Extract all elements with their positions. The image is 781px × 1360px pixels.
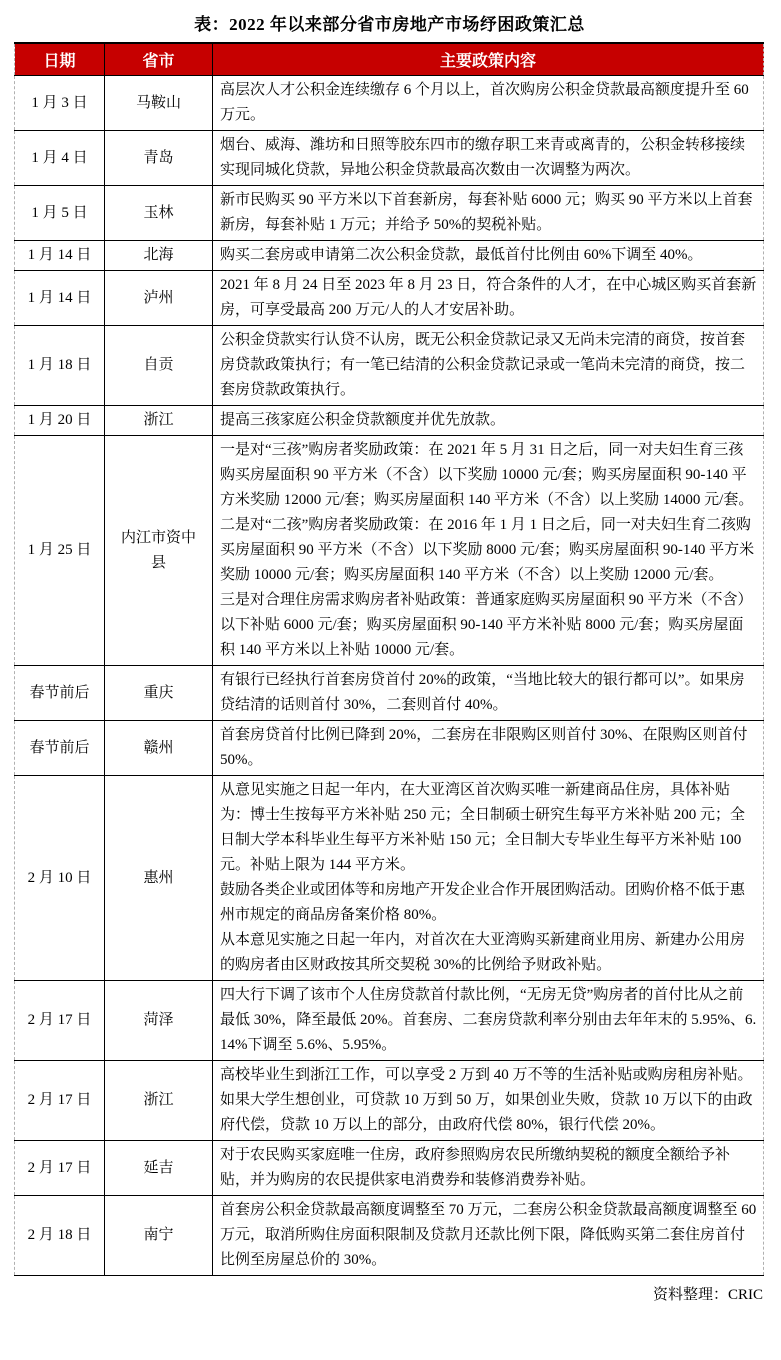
policy-table bbox=[14, 42, 764, 1276]
policy-cell bbox=[213, 1141, 764, 1196]
policy-cell bbox=[213, 666, 764, 721]
policy-cell bbox=[213, 981, 764, 1061]
policy-paragraph: 对于农民购买家庭唯一住房，政府参照购房农民所缴纳契税的额度全额给予补贴，并为购房的农民提供家电消费券和装修消费券补贴。 bbox=[220, 1147, 731, 1188]
table-row bbox=[15, 776, 764, 981]
date-cell: 1 月 5 日 bbox=[15, 186, 105, 241]
policy-paragraph: 鼓励各类企业或团体等和房地产开发企业合作开展团购活动。团购价格不低于惠州市规定的商品房备案价格 80%。 bbox=[220, 882, 746, 923]
policy-cell bbox=[213, 76, 764, 131]
table-row bbox=[15, 981, 764, 1061]
source-credit: 资料整理：CRIC bbox=[652, 1287, 763, 1303]
date-cell: 2 月 17 日 bbox=[15, 1141, 105, 1196]
table-row bbox=[15, 326, 764, 406]
table-row bbox=[15, 241, 764, 271]
table-row bbox=[15, 406, 764, 436]
policy-cell bbox=[213, 271, 764, 326]
policy-paragraph: 购买二套房或申请第二次公积金贷款，最低首付比例由 60%下调至 40%。 bbox=[220, 247, 703, 263]
policy-cell bbox=[213, 721, 764, 776]
table-row bbox=[15, 271, 764, 326]
table-title: 表：2022 年以来部分省市房地产市场纾困政策汇总 bbox=[194, 15, 585, 34]
city-cell: 玉林 bbox=[105, 186, 213, 241]
policy-paragraph: 烟台、威海、潍坊和日照等胶东四市的缴存职工来青或离青的，公积金转移接续实现同城化贷款，异地公积金贷款最高次数由一次调整为两次。 bbox=[220, 137, 746, 178]
date-cell: 2 月 17 日 bbox=[15, 981, 105, 1061]
date-cell: 1 月 25 日 bbox=[15, 436, 105, 666]
city-cell: 南宁 bbox=[105, 1196, 213, 1276]
date-cell: 2 月 10 日 bbox=[15, 776, 105, 981]
policy-cell bbox=[213, 776, 764, 981]
policy-paragraph: 2021 年 8 月 24 日至 2023 年 8 月 23 日，符合条件的人才，在中心城区购买首套新房，可享受最高 200 万元/人的人才安居补助。 bbox=[220, 277, 757, 318]
date-cell: 1 月 20 日 bbox=[15, 406, 105, 436]
date-cell: 春节前后 bbox=[15, 721, 105, 776]
policy-paragraph: 首套房贷首付比例已降到 20%，二套房在非限购区则首付 30%、在限购区则首付 50%。 bbox=[220, 727, 748, 768]
city-cell: 马鞍山 bbox=[105, 76, 213, 131]
table-row bbox=[15, 721, 764, 776]
table-row bbox=[15, 1141, 764, 1196]
date-cell: 1 月 14 日 bbox=[15, 241, 105, 271]
city-cell: 泸州 bbox=[105, 271, 213, 326]
policy-paragraph: 高校毕业生到浙江工作，可以享受 2 万到 40 万不等的生活补贴或购房租房补贴。如果大学生想创业，可贷款 10 万到 50 万，如果创业失败，贷款 10 万以下的由政府代偿，贷款 10 万以上的部分，由政府代偿 80%，银行代偿 20%。 bbox=[220, 1067, 753, 1133]
city-cell: 菏泽 bbox=[105, 981, 213, 1061]
column-header-city: 省市 bbox=[105, 43, 213, 76]
policy-paragraph: 首套房公积金贷款最高额度调整至 70 万元，二套房公积金贷款最高额度调整至 60 万元，取消所购住房面积限制及贷款月还款比例下限，降低购买第二套住房首付比例至房屋总价的 30%。 bbox=[220, 1202, 757, 1268]
policy-paragraph: 四大行下调了该市个人住房贷款首付款比例，“无房无贷”购房者的首付比从之前最低 30%，降至最低 20%。首套房、二套房贷款利率分别由去年年末的 5.95%、6.14%下调至 5.6%、5.95%。 bbox=[220, 987, 757, 1053]
policy-cell bbox=[213, 1061, 764, 1141]
policy-paragraph: 有银行已经执行首套房贷首付 20%的政策，“当地比较大的银行都可以”。如果房贷结清的话则首付 30%，二套则首付 40%。 bbox=[220, 672, 745, 713]
date-cell: 1 月 18 日 bbox=[15, 326, 105, 406]
city-cell: 延吉 bbox=[105, 1141, 213, 1196]
policy-cell bbox=[213, 186, 764, 241]
table-body bbox=[15, 76, 764, 1276]
date-cell: 2 月 18 日 bbox=[15, 1196, 105, 1276]
policy-paragraph: 提高三孩家庭公积金贷款额度并优先放款。 bbox=[220, 412, 506, 428]
policy-paragraph: 公积金贷款实行认贷不认房，既无公积金贷款记录又无尚未完清的商贷，按首套房贷款政策执行；有一笔已结清的公积金贷款记录或一笔尚未完清的商贷，按二套房贷款政策执行。 bbox=[220, 332, 746, 398]
date-cell: 1 月 4 日 bbox=[15, 131, 105, 186]
city-cell: 内江市资中县 bbox=[105, 436, 213, 666]
policy-paragraph: 从本意见实施之日起一年内，对首次在大亚湾购买新建商业用房、新建办公用房的购房者由区财政按其所交契税 30%的比例给予财政补贴。 bbox=[220, 932, 746, 973]
table-row bbox=[15, 186, 764, 241]
policy-paragraph: 高层次人才公积金连续缴存 6 个月以上，首次购房公积金贷款最高额度提升至 60 万元。 bbox=[220, 82, 749, 123]
policy-cell bbox=[213, 436, 764, 666]
table-row bbox=[15, 666, 764, 721]
table-row bbox=[15, 1061, 764, 1141]
city-cell: 赣州 bbox=[105, 721, 213, 776]
policy-cell bbox=[213, 1196, 764, 1276]
table-row bbox=[15, 131, 764, 186]
city-cell: 北海 bbox=[105, 241, 213, 271]
date-cell: 1 月 14 日 bbox=[15, 271, 105, 326]
city-cell: 青岛 bbox=[105, 131, 213, 186]
policy-paragraph: 一是对“三孩”购房者奖励政策：在 2021 年 5 月 31 日之后，同一对夫妇生育三孩购买房屋面积 90 平方米（不含）以下奖励 10000 元/套；购买房屋面积 90-140 平方米奖励 12000 元/套；购买房屋面积 140 平方米（不含）以上奖励 14000 元/套。 bbox=[220, 442, 754, 508]
policy-cell bbox=[213, 326, 764, 406]
policy-paragraph: 二是对“二孩”购房者奖励政策：在 2016 年 1 月 1 日之后，同一对夫妇生育二孩购买房屋面积 90 平方米（不含）以下奖励 8000 元/套；购买房屋面积 90-140 平方米奖励 10000 元/套；购买房屋面积 140 平方米（不含）以上奖励 12000 元/套。 bbox=[220, 517, 755, 583]
table-row bbox=[15, 76, 764, 131]
city-cell: 自贡 bbox=[105, 326, 213, 406]
city-cell: 浙江 bbox=[105, 406, 213, 436]
date-cell: 2 月 17 日 bbox=[15, 1061, 105, 1141]
policy-cell bbox=[213, 241, 764, 271]
city-cell: 重庆 bbox=[105, 666, 213, 721]
date-cell: 春节前后 bbox=[15, 666, 105, 721]
table-row bbox=[15, 1196, 764, 1276]
column-header-policy: 主要政策内容 bbox=[213, 43, 764, 76]
policy-paragraph: 从意见实施之日起一年内，在大亚湾区首次购买唯一新建商品住房，具体补贴为：博士生按每平方米补贴 250 元；全日制硕士研究生每平方米补贴 200 元；全日制大学本科毕业生每平方米补贴 150 元；全日制大专毕业生每平方米补贴 100 元。补贴上限为 144 平方米。 bbox=[220, 782, 746, 873]
column-header-date: 日期 bbox=[15, 43, 105, 76]
policy-paragraph: 三是对合理住房需求购房者补贴政策：普通家庭购买房屋面积 90 平方米（不含）以下补贴 6000 元/套；购买房屋面积 90-140 平方米补贴 8000 元/套；购买房屋面积 140 平方米以上补贴 10000 元/套。 bbox=[220, 592, 753, 658]
header-row bbox=[15, 43, 764, 76]
date-cell: 1 月 3 日 bbox=[15, 76, 105, 131]
policy-cell bbox=[213, 131, 764, 186]
city-cell: 惠州 bbox=[105, 776, 213, 981]
city-cell: 浙江 bbox=[105, 1061, 213, 1141]
policy-cell bbox=[213, 406, 764, 436]
table-header bbox=[15, 43, 764, 76]
policy-paragraph: 新市民购买 90 平方米以下首套新房，每套补贴 6000 元；购买 90 平方米以上首套新房，每套补贴 1 万元；并给予 50%的契税补贴。 bbox=[220, 192, 753, 233]
table-row bbox=[15, 436, 764, 666]
